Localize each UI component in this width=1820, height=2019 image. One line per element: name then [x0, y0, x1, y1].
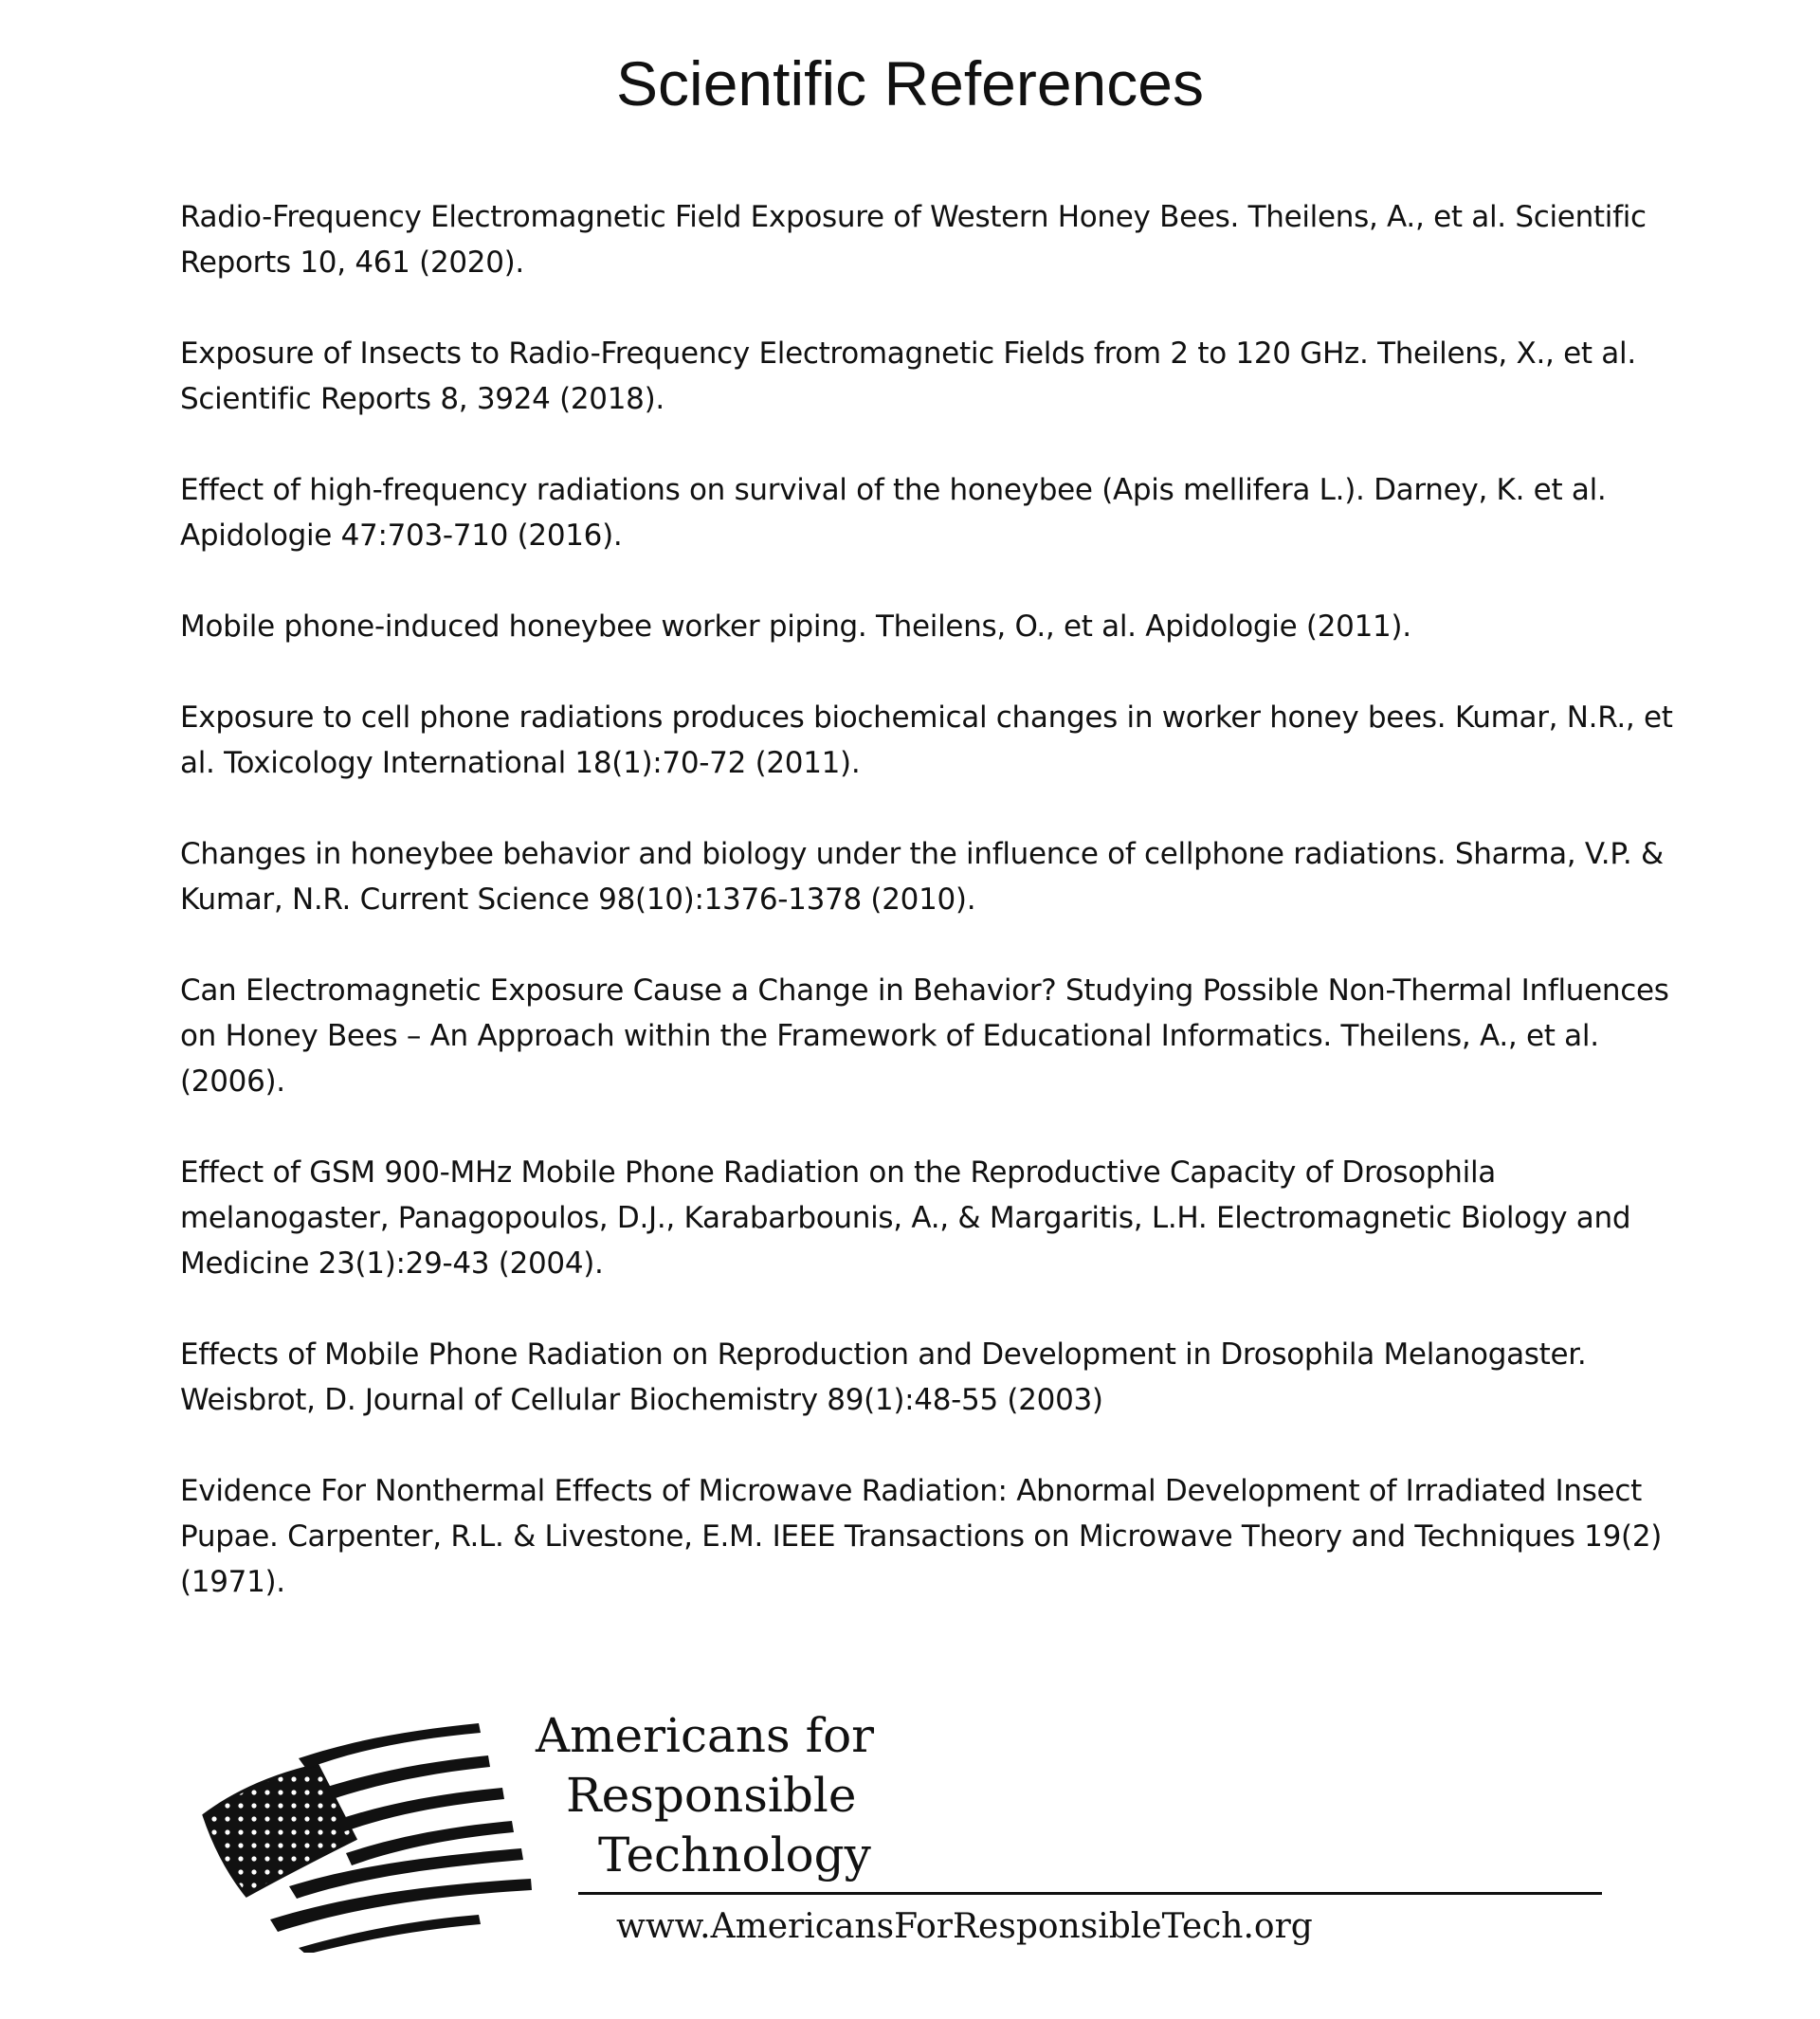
divider-line — [578, 1892, 1602, 1895]
reference-item: Changes in honeybee behavior and biology under the influence of cellphone radiations. Sharma, V.P. & Kumar, N.R. Current Science 98(10):1376-1378 (2010). — [180, 837, 1664, 917]
reference-item: Radio-Frequency Electromagnetic Field Exposure of Western Honey Bees. Theilens, A., et al. Scientific Reports 10, 461 (2020). — [180, 200, 1647, 280]
waving-flag-icon — [194, 1706, 573, 1953]
reference-item: Exposure to cell phone radiations produces biochemical changes in worker honey bees. Kumar, N.R., et al. Toxicology International 18(1):70-72 (2011). — [180, 700, 1673, 780]
reference-list — [180, 194, 1678, 1650]
organization-url: www.AmericansForResponsibleTech.org — [616, 1907, 1313, 1946]
organization-name-line: Technology — [598, 1828, 871, 1883]
organization-name-line: Americans for — [536, 1708, 875, 1763]
reference-item: Mobile phone-induced honeybee worker piping. Theilens, O., et al. Apidologie (2011). — [180, 609, 1411, 644]
reference-item: Can Electromagnetic Exposure Cause a Change in Behavior? Studying Possible Non-Thermal Influences on Honey Bees – An Approach within the Framework of Educational Informatics. Theilens, A., et al. (2006). — [180, 973, 1669, 1099]
reference-item: Exposure of Insects to Radio-Frequency Electromagnetic Fields from 2 to 120 GHz. Theilens, X., et al. Scientific Reports 8, 3924 (2018). — [180, 336, 1636, 416]
reference-item: Evidence For Nonthermal Effects of Microwave Radiation: Abnormal Development of Irradiated Insect Pupae. Carpenter, R.L. & Livestone, E.M. IEEE Transactions on Microwave Theory and Techniques 19(2) (1971). — [180, 1474, 1663, 1599]
organization-logo — [194, 1706, 1616, 1972]
organization-name-line: Responsible — [566, 1768, 857, 1823]
reference-item: Effect of GSM 900-MHz Mobile Phone Radiation on the Reproductive Capacity of Drosophila melanogaster, Panagopoulos, D.J., Karabarbounis, A., & Margaritis, L.H. Electromagnetic Biology and Medicine 23(1):29-43 (2004). — [180, 1155, 1631, 1281]
reference-item: Effect of high-frequency radiations on survival of the honeybee (Apis mellifera L.). Darney, K. et al. Apidologie 47:703-710 (2016). — [180, 473, 1607, 553]
reference-item: Effects of Mobile Phone Radiation on Reproduction and Development in Drosophila Melanogaster. Weisbrot, D. Journal of Cellular Biochemistry 89(1):48-55 (2003) — [180, 1337, 1587, 1417]
page-title: Scientific References — [616, 48, 1204, 118]
organization-name — [536, 1706, 1066, 1885]
